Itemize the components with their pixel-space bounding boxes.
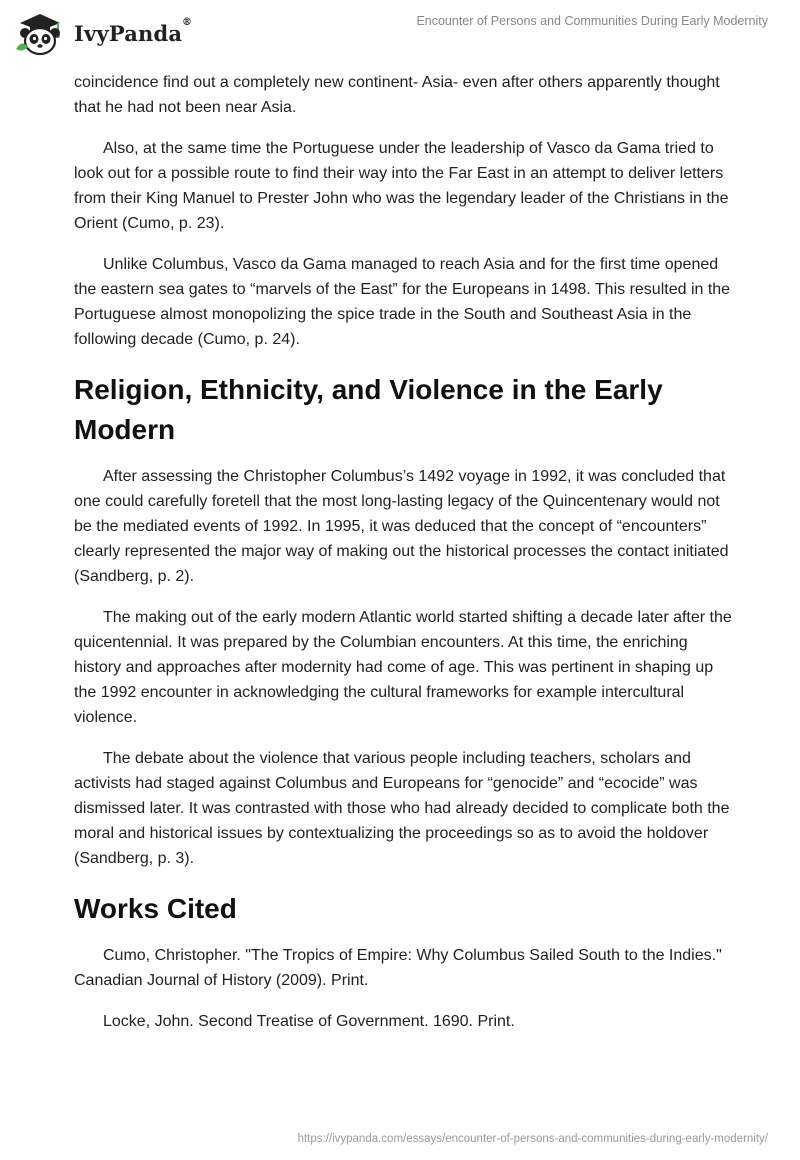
paragraph-quincentenary: After assessing the Christopher Columbus’s 1492 voyage in 1992, it was concluded that one could carefully foretell that the most long-lasting legacy of the Quincentenary would not be the mediated events of 1992. In 1995, it was deduced that the concept of “encounters” clearly represented the major way of making out the historical processes the contact initiated (Sandberg, p. 2). bbox=[74, 468, 729, 585]
paragraph-violence-debate: The debate about the violence that various people including teachers, scholars and activists had staged against Columbus and Europeans for “genocide” and “ecocide” was dismissed later. It was contrasted with those who had already decided to complicate both the moral and historical issues by contextualizing the proceedings so as to avoid the holdover (Sandberg, p. 3). bbox=[74, 750, 730, 867]
citation-cumo: Cumo, Christopher. "The Tropics of Empire: Why Columbus Sailed South to the Indies." Canadian Journal of History (2009). Print. bbox=[74, 947, 722, 989]
section-heading-works-cited: Works Cited bbox=[74, 893, 237, 924]
citation-locke: Locke, John. Second Treatise of Government. 1690. Print. bbox=[103, 1013, 515, 1030]
paragraph-vasco-route: Also, at the same time the Portuguese under the leadership of Vasco da Gama tried to look out for a possible route to find their way into the Far East in an attempt to deliver letters from their King Manuel to Prester John who was the legendary leader of the Christians in the Orient (Cumo, p. 23). bbox=[74, 140, 729, 232]
paragraph-vasco-reach: Unlike Columbus, Vasco da Gama managed to reach Asia and for the first time opened the eastern sea gates to “marvels of the East” for the Europeans in 1498. This resulted in the Portuguese almost monopolizing the spice trade in the South and Southeast Asia in the following decade (Cumo, p. 24). bbox=[74, 256, 731, 348]
paragraph-atlantic-world: The making out of the early modern Atlantic world started shifting a decade later after the quicentennial. It was prepared by the Columbian encounters. At this time, the enriching history and approaches after modernity had come of age. This was pertinent in shaping up the 1992 encounter in acknowledging the cultural frameworks for example intercultural violence. bbox=[74, 609, 732, 726]
essay-body bbox=[74, 70, 734, 1050]
paragraph-continuation: coincidence find out a completely new continent- Asia- even after others apparently thought that he had not been near Asia. bbox=[74, 74, 720, 116]
registered-mark: ® bbox=[182, 16, 193, 28]
section-heading-religion: Religion, Ethnicity, and Violence in the Early Modern bbox=[74, 374, 663, 445]
document-title: Encounter of Persons and Communities During Early Modernity bbox=[416, 14, 768, 28]
panda-graduate-icon bbox=[14, 9, 66, 57]
ivypanda-logo[interactable] bbox=[14, 8, 204, 58]
logo-wordmark: IvyPanda ® bbox=[74, 16, 193, 46]
page-header bbox=[0, 0, 800, 64]
source-url[interactable]: https://ivypanda.com/essays/encounter-of-persons-and-communities-during-early-modernity/ bbox=[297, 1133, 768, 1145]
